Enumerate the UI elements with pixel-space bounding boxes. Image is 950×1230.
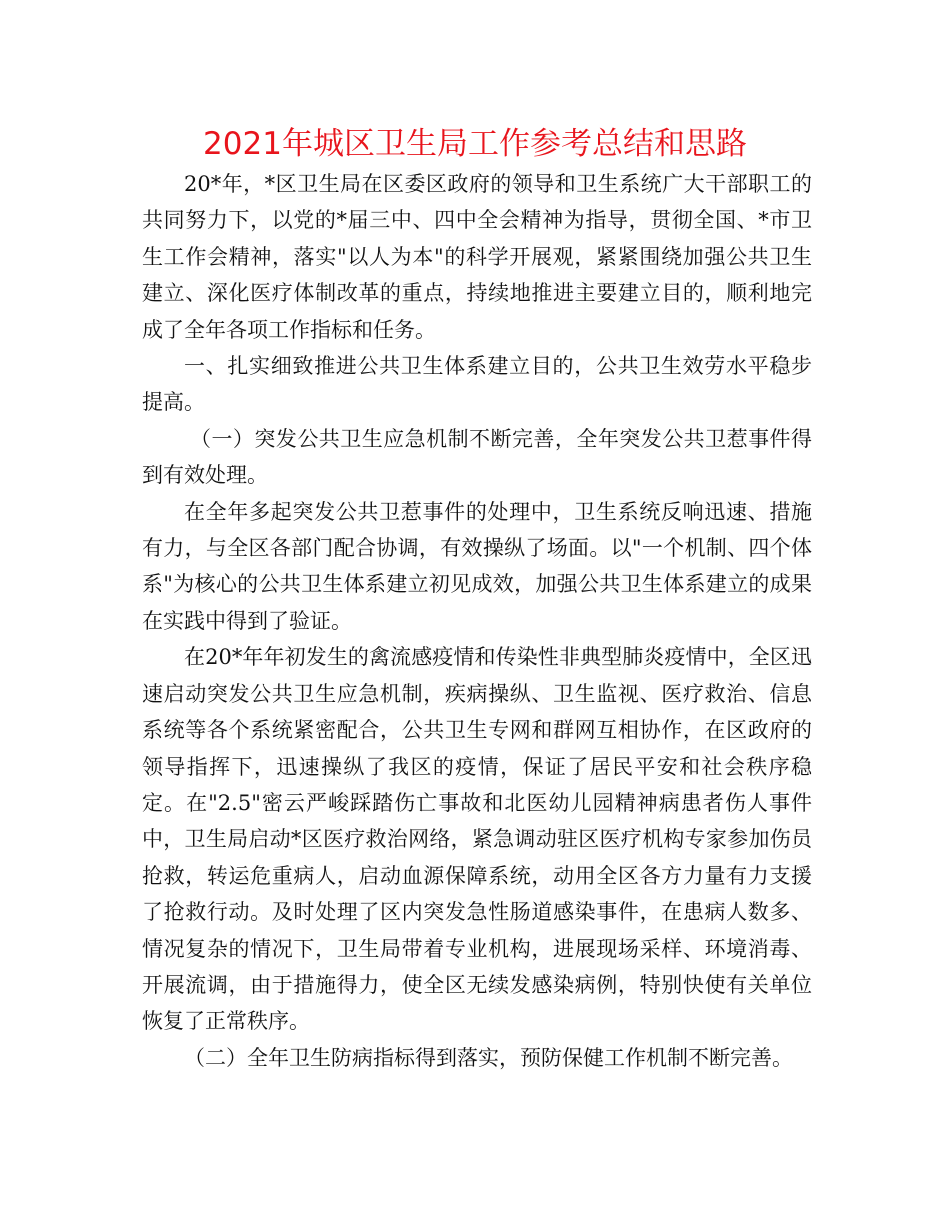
document-body — [142, 166, 812, 1076]
paragraph-section-1-heading: 一、扎实细致推进公共卫生体系建立目的，公共卫生效劳水平稳步提高。 — [142, 354, 812, 415]
paragraph-intro: 20*年，*区卫生局在区委区政府的领导和卫生系统广大干部职工的共同努力下，以党的*届三中、四中全会精神为指导，贯彻全国、*市卫生工作会精神，落实"以人为本"的科学开展观，紧紧围绕加强公共卫生建立、深化医疗体制改革的重点，持续地推进主要建立目的，顺利地完成了全年各项工作指标和任务。 — [142, 172, 812, 342]
document-title: 2021年城区卫生局工作参考总结和思路 — [203, 126, 747, 162]
paragraph-epidemic-response: 在20*年年初发生的禽流感疫情和传染性非典型肺炎疫情中，全区迅速启动突发公共卫生应急机制，疾病操纵、卫生监视、医疗救治、信息系统等各个系统紧密配合，公共卫生专网和群网互相协作，在区政府的领导指挥下，迅速操纵了我区的疫情，保证了居民平安和社会秩序稳定。在"2.5"密云严峻踩踏伤亡事故和北医幼儿园精神病患者伤人事件中，卫生局启动*区医疗救治网络，紧急调动驻区医疗机构专家参加伤员抢救，转运危重病人，启动血源保障系统，动用全区各方力量有力支援了抢救行动。及时处理了区内突发急性肠道感染事件，在患病人数多、情况复杂的情况下，卫生局带着专业机构，进展现场采样、环境消毒、开展流调，由于措施得力，使全区无续发感染病例，特别快使有关单位恢复了正常秩序。 — [142, 645, 812, 1034]
paragraph-subsection-1-heading: （一）突发公共卫生应急机制不断完善，全年突发公共卫惹事件得到有效处理。 — [142, 426, 812, 488]
paragraph-subsection-2-heading: （二）全年卫生防病指标得到落实，预防保健工作机制不断完善。 — [184, 1045, 793, 1070]
paragraph-emergency-handling: 在全年多起突发公共卫惹事件的处理中，卫生系统反响迅速、措施有力，与全区各部门配合协调，有效操纵了场面。以"一个机制、四个体系"为核心的公共卫生体系建立初见成效，加强公共卫生体系建立的成果在实践中得到了验证。 — [142, 499, 812, 633]
